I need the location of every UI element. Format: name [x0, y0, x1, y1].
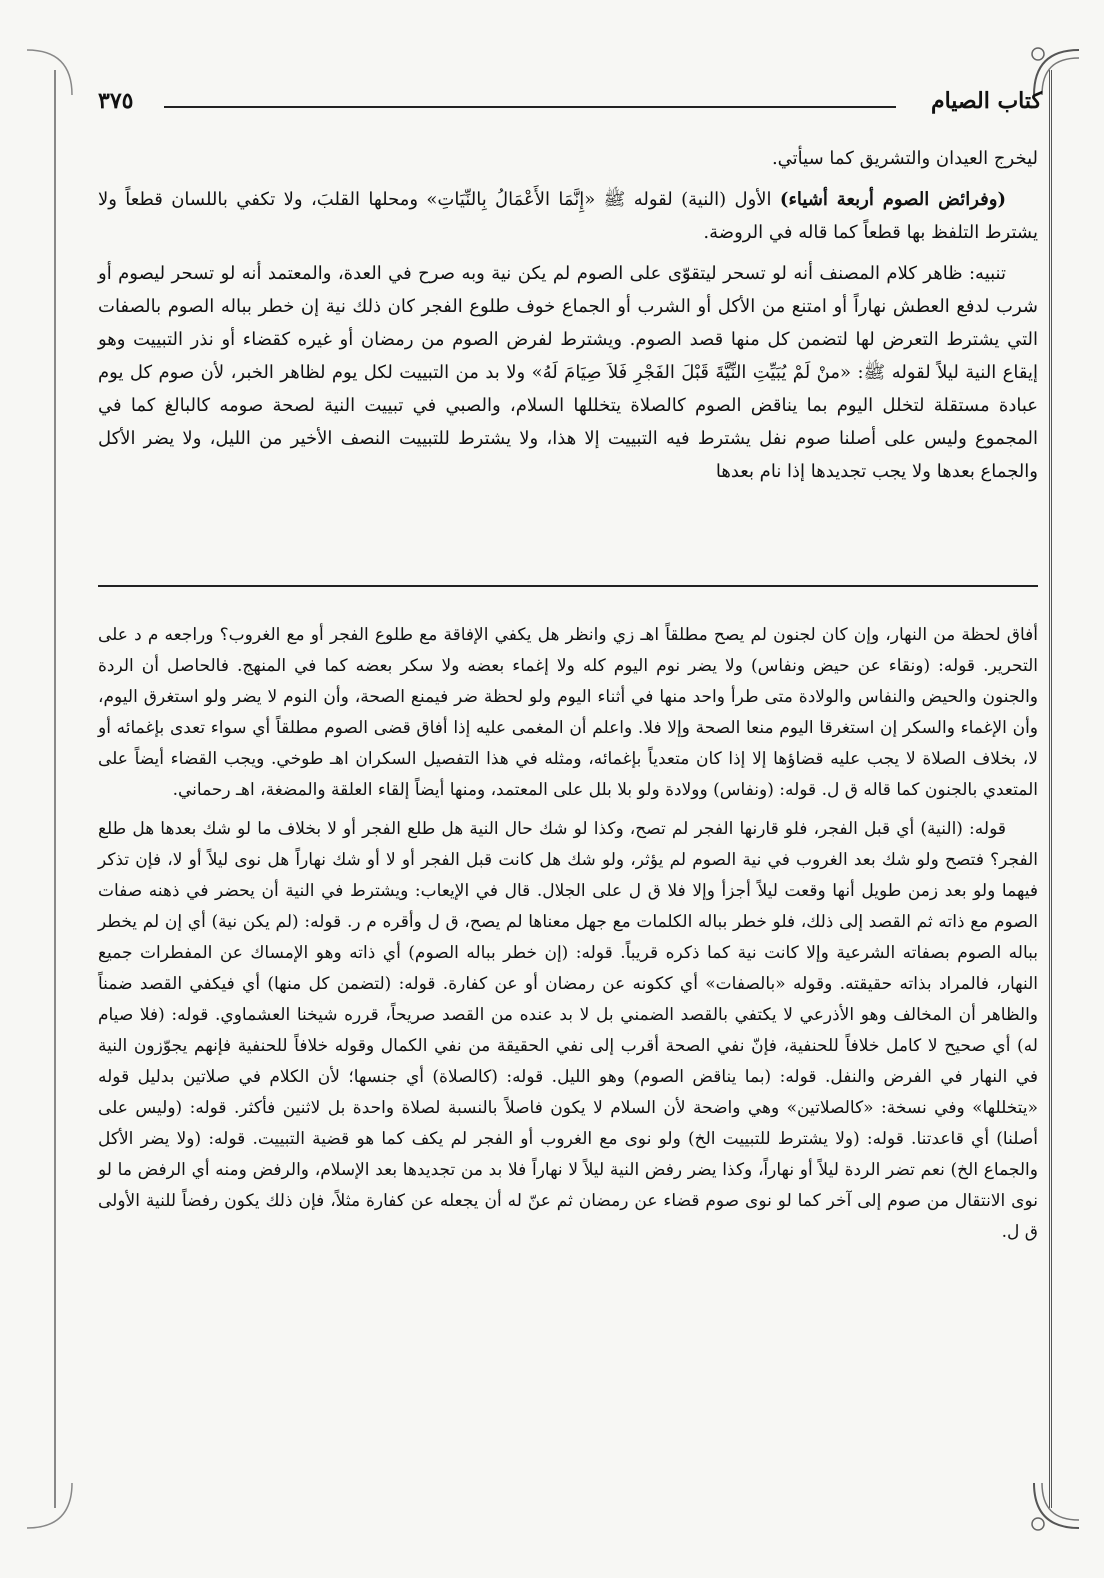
header-rule	[164, 106, 896, 108]
paragraph-text: الأول (النية) لقوله ﷺ «إِنَّمَا الأَعْمَالُ بِالنِّيَاتِ» ومحلها القلبَ، ولا تكفي باللسان قطعاً ولا يشترط التلفظ بها قطعاً كما قاله في الروضة.	[98, 189, 1038, 243]
bold-heading: (وفرائض الصوم أربعة أشياء)	[779, 189, 1006, 210]
commentary-text	[98, 620, 1038, 1256]
page-number: ٣٧٥	[98, 88, 134, 114]
page-border-left	[40, 70, 56, 1508]
ornament-top-left-icon	[22, 40, 82, 100]
running-title: كتاب الصيام	[930, 88, 1042, 114]
ornament-bottom-left-icon	[22, 1478, 82, 1538]
ornament-bottom-right-icon	[1024, 1478, 1084, 1538]
main-paragraph: تنبيه: ظاهر كلام المصنف أنه لو تسحر ليتقوّى على الصوم لم يكن نية وبه صرح في العدة، والمعتمد أنه لو تسحر ليصوم أو شرب لدفع العطش نهاراً أو امتنع من الأكل أو الشرب أو الجماع خوف طلوع الفجر كان ذلك نية إن خطر بباله الصوم بالصفات التي يشترط التعرض لها لتضمن كل منها قصد الصوم. ويشترط لفرض الصوم من رمضان أو غيره كقضاء أو نذر التبييت وهو إيقاع النية ليلاً لقوله ﷺ: «منْ لَمْ يُبَيِّتِ النِّيَّةَ قَبْلَ الفَجْرِ فَلاَ صِيَامَ لَهُ» ولا بد من التبييت لكل يوم لظاهر الخبر، لأن صوم كل يوم عبادة مستقلة لتخلل اليوم بما يناقض الصوم كالصلاة يتخللها السلام، والصبي في تبييت النية لصحة صومه كالبالغ كما في المجموع وليس على أصلنا صوم نفل يشترط فيه التبييت إلا هذا، ولا يشترط للتبييت النصف الأخير من الليل، ولا يضر الأكل والجماع بعدها ولا يجب تجديدها إذا نام بعدها	[98, 263, 1038, 482]
commentary-paragraph: أفاق لحظة من النهار، وإن كان لجنون لم يصح مطلقاً اهـ زي وانظر هل يكفي الإفاقة مع طلوع الفجر أو مع الغروب؟ وراجعه م د على التحرير. قوله: (ونقاء عن حيض ونفاس) ولا يضر نوم اليوم كله ولا إغماء بعضه ولا سكر بعضه كما في المنهج. فالحاصل أن الردة والجنون والحيض والنفاس والولادة متى طرأ واحد منها في أثناء اليوم ولو لحظة ضر فيمنع الصحة، وأن النوم لا يضر ولو استغرق اليوم، وأن الإغماء والسكر إن استغرقا اليوم منعا الصحة وإلا فلا. واعلم أن المغمى عليه إذا أفاق قضى الصوم مطلقاً أي سواء تعدى بإغمائه أو لا، بخلاف الصلاة لا يجب عليه قضاؤها إلا إذا كان متعدياً بإغمائه، ومثله في هذا التفصيل السكران اهـ طوخي. ويجب القضاء أيضاً على المتعدي بالجنون كما قاله ق ل. قوله: (ونفاس) وولادة ولو بلا بلل على المعتمد، ومنها أيضاً إلقاء العلقة والمضغة، اهـ رحماني.	[98, 625, 1038, 800]
main-paragraph: ليخرج العيدان والتشريق كما سيأتي.	[771, 148, 1038, 169]
page-border-right	[1049, 70, 1066, 1508]
section-divider	[98, 585, 1038, 587]
main-text	[98, 142, 1038, 496]
commentary-paragraph: قوله: (النية) أي قبل الفجر، فلو قارنها الفجر لم تصح، وكذا لو شك حال النية هل طلع الفجر أو لا بخلاف ما لو شك بعدها هل طلع الفجر؟ فتصح ولو شك بعد الغروب في نية الصوم لم يؤثر، ولو شك هل كانت قبل الفجر أو لا أو شك نهاراً هل نوى ليلاً أو لا، فإن تذكر فيهما ولو بعد زمن طويل أنها وقعت ليلاً أجزأ وإلا فلا ق ل على الجلال. قال في الإيعاب: ويشترط في النية أن يحضر في ذهنه صفات الصوم مع ذاته ثم القصد إلى ذلك، فلو خطر بباله الكلمات مع جهل معناها لم يصح، ق ل وأقره م ر. قوله: (لم يكن نية) أي إن لم يخطر بباله الصوم بصفاته الشرعية وإلا كانت نية كما ذكره قريباً. قوله: (إن خطر بباله الصوم) أي ذاته وهو الإمساك عن المفطرات جميع النهار، فالمراد بذاته حقيقته. وقوله «بالصفات» أي ككونه عن رمضان أو عن كفارة. قوله: (لتضمن كل منها) أي فيكفي القصد ضمناً والظاهر أن المخالف وهو الأذرعي لا يكتفي بالقصد الضمني بل لا بد عنده من القصد صريحاً، قرره شيخنا العشماوي. قوله: (فلا صيام له) أي صحيح لا كامل خلافاً للحنفية، فإنّ نفي الصحة أقرب إلى نفي الحقيقة من نفي الكمال وقوله خلافاً للحنفية فإنهم يجوّزون النية في النهار في الفرض والنفل. قوله: (بما يناقض الصوم) وهو الليل. قوله: (كالصلاة) أي جنسها؛ لأن الكلام في صلاتين بدليل قوله «يتخللها» وفي نسخة: «كالصلاتين» وهي واضحة لأن السلام لا يكون فاصلاً بالنسبة لصلاة واحدة بل لاثنين فأكثر. قوله: (وليس على أصلنا) أي قاعدتنا. قوله: (ولا يشترط للتبييت الخ) ولو نوى مع الغروب أو الفجر لم يكف كما هو قضية التبييت. قوله: (ولا يضر الأكل والجماع الخ) نعم تضر الردة ليلاً أو نهاراً، وكذا يضر رفض النية ليلاً لا نهاراً فلا بد من تجديدها بعد الإسلام، والرفض ومنه أي الرفض ما لو نوى الانتقال من صوم إلى آخر كما لو نوى صوم قضاء عن رمضان ثم عنّ له أن يجعله عن كفارة مثلاً، فإن ذلك يكون رفضاً للنية الأولى ق ل.	[98, 819, 1039, 1242]
main-paragraph	[98, 183, 1038, 249]
page-header	[98, 88, 1042, 118]
